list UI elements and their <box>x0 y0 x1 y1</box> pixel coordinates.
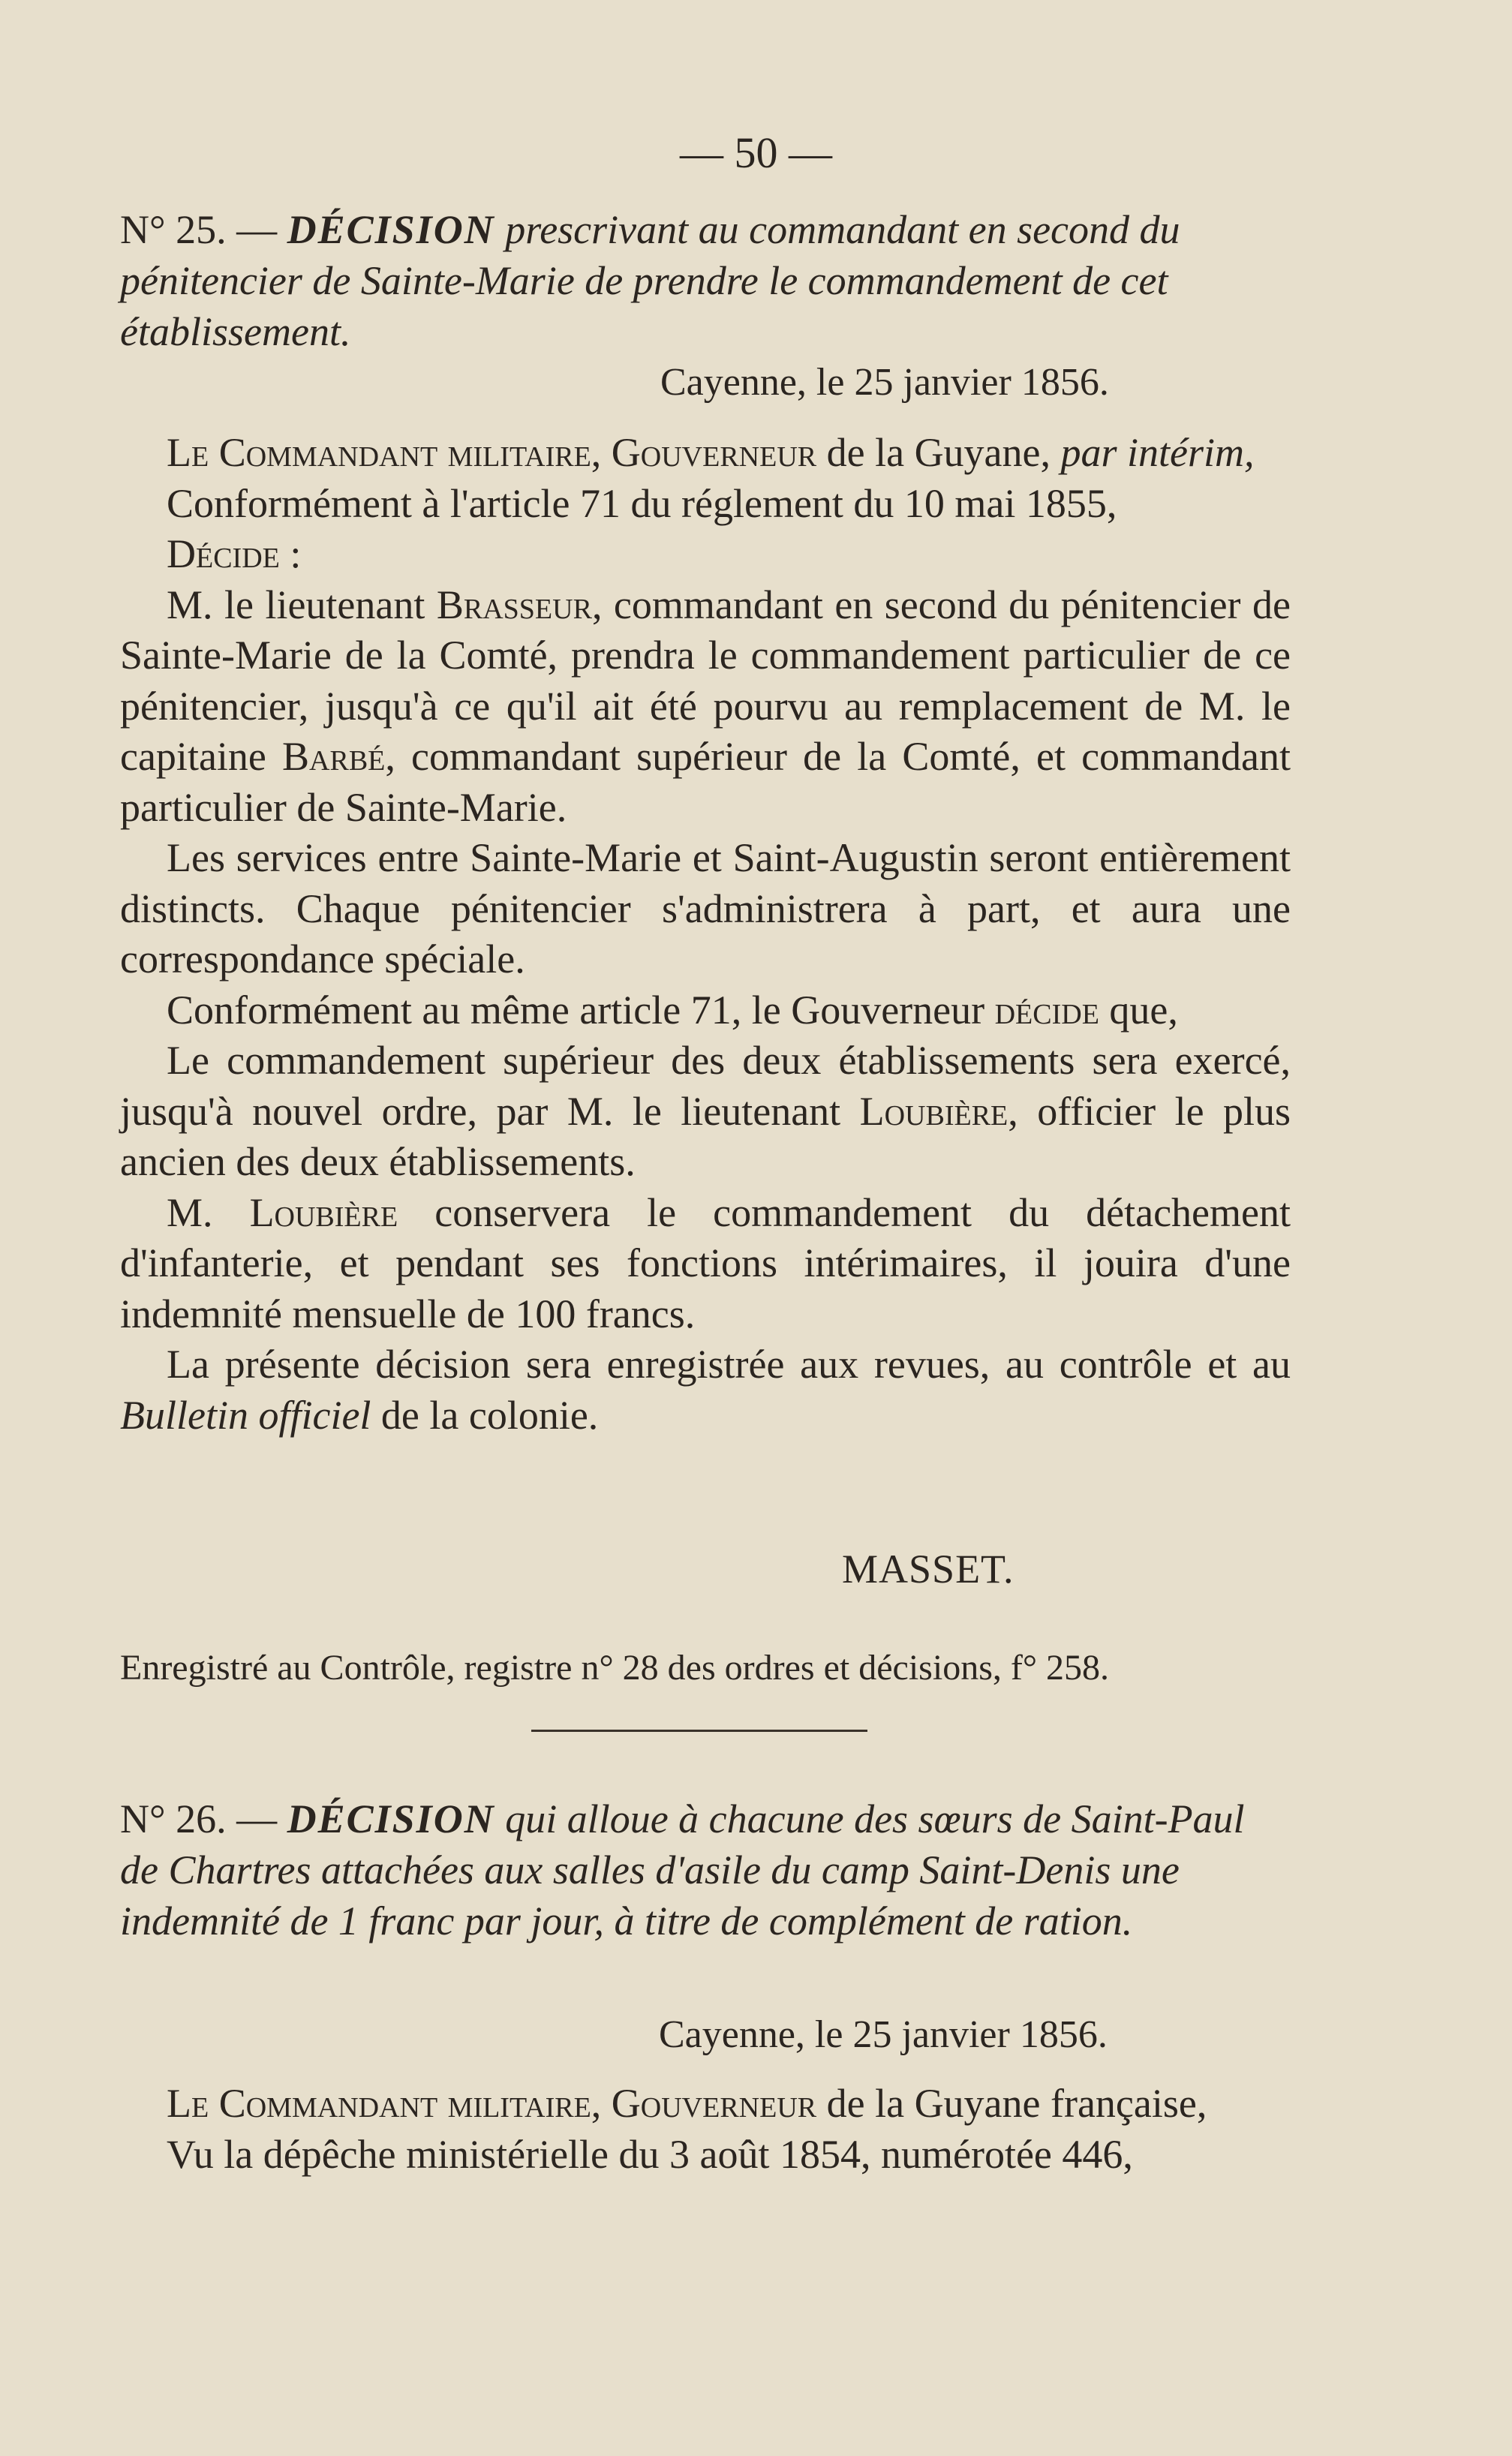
opening-italic: par intérim, <box>1060 430 1255 475</box>
paragraph-4 <box>120 1036 1291 1188</box>
p4-text-b: , officier le plus ancien des deux établissements. <box>120 1088 1291 1184</box>
decision-26-body <box>120 2079 1291 2180</box>
bulletin-officiel: Bulletin officiel <box>120 1392 371 1438</box>
decision-26-opening <box>120 2079 1291 2130</box>
decision-26-title: qui alloue à chacune des sœurs de Saint-Paul de Chartres attachées aux salles d'asile du camp Saint-Denis une indemnité de 1 franc par jour, à titre de complément de ration. <box>120 1796 1245 1943</box>
paragraph-2: Les services entre Sainte-Marie et Saint-Augustin seront entièrement distincts. Chaque pénitencier s'administrera à part, et aura une correspondance spéciale. <box>120 835 1291 981</box>
p5-text-b: conservera le commandement du détachement d'infanterie, et pendant ses fonctions intérimaires, il jouira d'une indemnité mensuelle de 100 francs. <box>120 1189 1291 1336</box>
decision-25-keyword: DÉCISION <box>287 207 495 252</box>
decide-label <box>120 529 1291 580</box>
decision-25-number: N° 25. — <box>120 207 278 252</box>
opening-title-2: Le Commandant militaire, Gouverneur <box>167 2081 817 2126</box>
paragraph-vu: Vu la dépêche ministérielle du 3 août 1854, numérotée 446, <box>167 2131 1133 2177</box>
name-brasseur: Brasseur <box>436 582 592 627</box>
p3-text-a: Conformément au même article 71, le Gouverneur <box>167 987 985 1033</box>
opening-title: Le Commandant militaire, Gouverneur <box>167 430 817 475</box>
registration-note: Enregistré au Contrôle, registre n° 28 des ordres et décisions, f° 258. <box>120 1648 1110 1688</box>
decision-26-number: N° 26. — <box>120 1796 278 1841</box>
p3-text-b: que, <box>1109 987 1178 1033</box>
paragraph-conformement: Conformément à l'article 71 du réglement du 10 mai 1855, <box>167 480 1117 526</box>
decision-25-body <box>120 428 1291 1441</box>
decide-text: Décide : <box>167 531 302 576</box>
signature: MASSET. <box>842 1547 1015 1592</box>
paragraph-6 <box>120 1339 1291 1441</box>
decision-25-title: prescrivant au commandant en second du pénitencier de Sainte-Marie de prendre le commandement de cet établissement. <box>120 207 1180 354</box>
p3-decide: décide <box>994 987 1099 1033</box>
name-barbe: Barbé <box>282 734 386 779</box>
paragraph-1 <box>120 580 1291 834</box>
p1-text-a: M. le lieutenant <box>167 582 425 627</box>
paragraph-3 <box>120 985 1291 1036</box>
decision-26-heading <box>120 1793 1291 1946</box>
p5-text-a: M. <box>167 1189 213 1235</box>
page-number: — 50 — <box>680 128 832 177</box>
p4-text-a: Le commandement supérieur des deux établissements sera exercé, jusqu'à nouvel ordre, par M. le lieutenant <box>120 1038 1291 1134</box>
decision-25-opening <box>120 428 1291 479</box>
decision-25-heading <box>120 204 1291 357</box>
opening-text-2: de la Guyane française, <box>826 2081 1207 2126</box>
separator-rule <box>531 1730 867 1732</box>
opening-text: de la Guyane, <box>826 430 1051 475</box>
name-loubiere-2: Loubière <box>249 1189 398 1235</box>
decision-26-keyword: DÉCISION <box>287 1796 495 1841</box>
decision-25-date: Cayenne, le 25 janvier 1856. <box>660 361 1109 404</box>
decision-26-date: Cayenne, le 25 janvier 1856. <box>659 2013 1108 2056</box>
p6-text-b: de la colonie. <box>380 1392 599 1438</box>
p1-text-c: , commandant supérieur de la Comté, et commandant particulier de Sainte-Marie. <box>120 734 1291 830</box>
name-loubiere: Loubière <box>859 1088 1009 1134</box>
p1-text-b: , commandant en second du pénitencier de Sainte-Marie de la Comté, prendra le commandement particulier de ce pénitencier, jusqu'à ce qu'il ait été pourvu au remplacement de M. le capitaine <box>120 582 1291 779</box>
paragraph-5 <box>120 1188 1291 1340</box>
p6-text-a: La présente décision sera enregistrée aux revues, au contrôle et au <box>167 1342 1291 1387</box>
